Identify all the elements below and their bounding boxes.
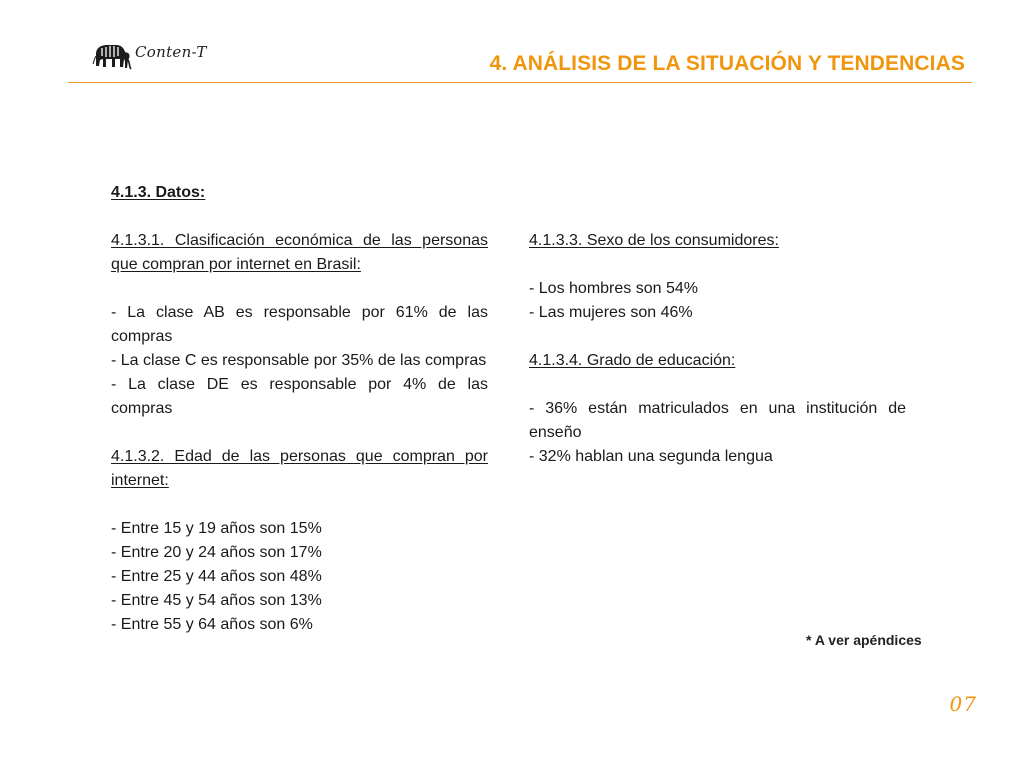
header-divider xyxy=(68,82,972,83)
list-item: - Entre 25 y 44 años son 48% xyxy=(111,568,322,585)
appendix-note: * A ver apéndices xyxy=(806,632,922,648)
list-item: - Las mujeres son 46% xyxy=(529,304,693,321)
age-title: 4.1.3.2. Edad de las personas que compran por internet: xyxy=(111,448,488,489)
list-item: - Los hombres son 54% xyxy=(529,280,698,297)
list-item: - La clase AB es responsable por 61% de las compras xyxy=(111,304,488,345)
list-item: - La clase DE es responsable por 4% de las compras xyxy=(111,376,488,417)
list-item: - Entre 20 y 24 años son 17% xyxy=(111,544,322,561)
economic-class-title: 4.1.3.1. Clasificación económica de las personas que compran por internet en Brasil: xyxy=(111,232,488,273)
page-title: 4. ANÁLISIS DE LA SITUACIÓN Y TENDENCIAS xyxy=(489,52,965,75)
list-item: - 32% hablan una segunda lengua xyxy=(529,448,773,465)
left-column xyxy=(111,181,488,637)
list-item: - Entre 15 y 19 años son 15% xyxy=(111,520,322,537)
list-item: - Entre 45 y 54 años son 13% xyxy=(111,592,322,609)
logo xyxy=(92,40,207,72)
gender-title: 4.1.3.3. Sexo de los consumidores: xyxy=(529,232,779,249)
right-column xyxy=(529,229,906,469)
education-title: 4.1.3.4. Grado de educación: xyxy=(529,352,736,369)
list-item: - Entre 55 y 64 años son 6% xyxy=(111,616,313,633)
list-item: - La clase C es responsable por 35% de las compras xyxy=(111,352,487,369)
section-heading: 4.1.3. Datos: xyxy=(111,184,206,201)
elephant-icon xyxy=(92,40,132,72)
logo-text: Conten-T xyxy=(135,43,207,61)
page-number: 07 xyxy=(949,692,977,716)
list-item: - 36% están matriculados en una institución de enseño xyxy=(529,400,906,441)
